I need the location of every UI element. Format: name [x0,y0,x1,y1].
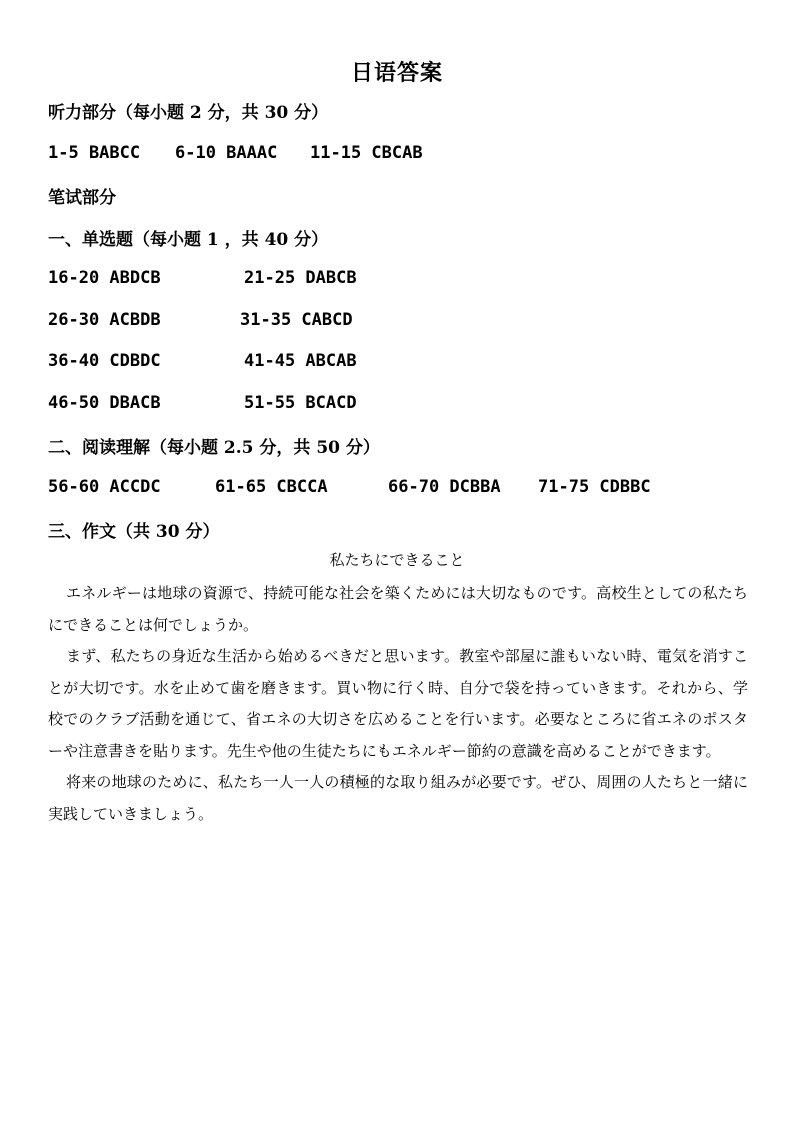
section1-answer-21-25: 21-25 DABCB [244,268,357,288]
section1-answer-46-50: 46-50 DBACB [48,393,161,413]
essay-paragraph: まず、私たちの身近な生活から始めるべきだと思います。教室や部屋に誰もいない時、電気を消すことが大切です。水を止めて歯を磨きます。買い物に行く時、自分で袋を持っていきます。それから、学校でのクラブ活動を通じて、省エネの大切さを広めることを行います。必要なところに省エネのポスターや注意書きを貼ります。先生や他の生徒たちにもエネルギー節約の意識を高めることができます。 [48,647,748,760]
section3-heading: 三、作文（共 30 分） [48,522,220,542]
section2-answer-71-75: 71-75 CDBBC [538,477,651,497]
page-title: 日语答案 [350,60,443,86]
section1-answer-26-30: 26-30 ACBDB [48,310,161,330]
written-heading: 笔试部分 [48,188,116,208]
listening-answer-2: 6-10 BAAAC [175,143,278,163]
essay-title: 私たちにできること [329,551,465,569]
section1-answer-51-55: 51-55 BCACD [244,393,357,413]
essay-paragraph: エネルギーは地球の資源で、持続可能な社会を築くためには大切なものです。高校生としての私たちにできることは何でしょうか。 [48,584,748,634]
listening-answer-3: 11-15 CBCAB [310,143,423,163]
section2-answer-56-60: 56-60 ACCDC [48,477,161,497]
section2-answer-66-70: 66-70 DCBBA [388,477,501,497]
section1-answer-31-35: 31-35 CABCD [240,310,353,330]
section2-answer-61-65: 61-65 CBCCA [215,477,328,497]
listening-answer-1: 1-5 BABCC [48,143,141,163]
section1-answer-41-45: 41-45 ABCAB [244,351,357,371]
section1-answer-16-20: 16-20 ABDCB [48,268,161,288]
essay-paragraph: 将来の地球のために、私たち一人一人の積極的な取り組みが必要です。ぜひ、周囲の人たちと一緒に実践していきましょう。 [48,773,748,823]
listening-heading: 听力部分（每小题 2 分，共 30 分） [48,103,329,123]
essay-body [48,578,748,830]
section1-heading: 一、单选题（每小题 1 ，共 40 分） [48,230,329,250]
section1-answer-36-40: 36-40 CDBDC [48,351,161,371]
section2-heading: 二、阅读理解（每小题 2.5 分，共 50 分） [48,438,380,458]
